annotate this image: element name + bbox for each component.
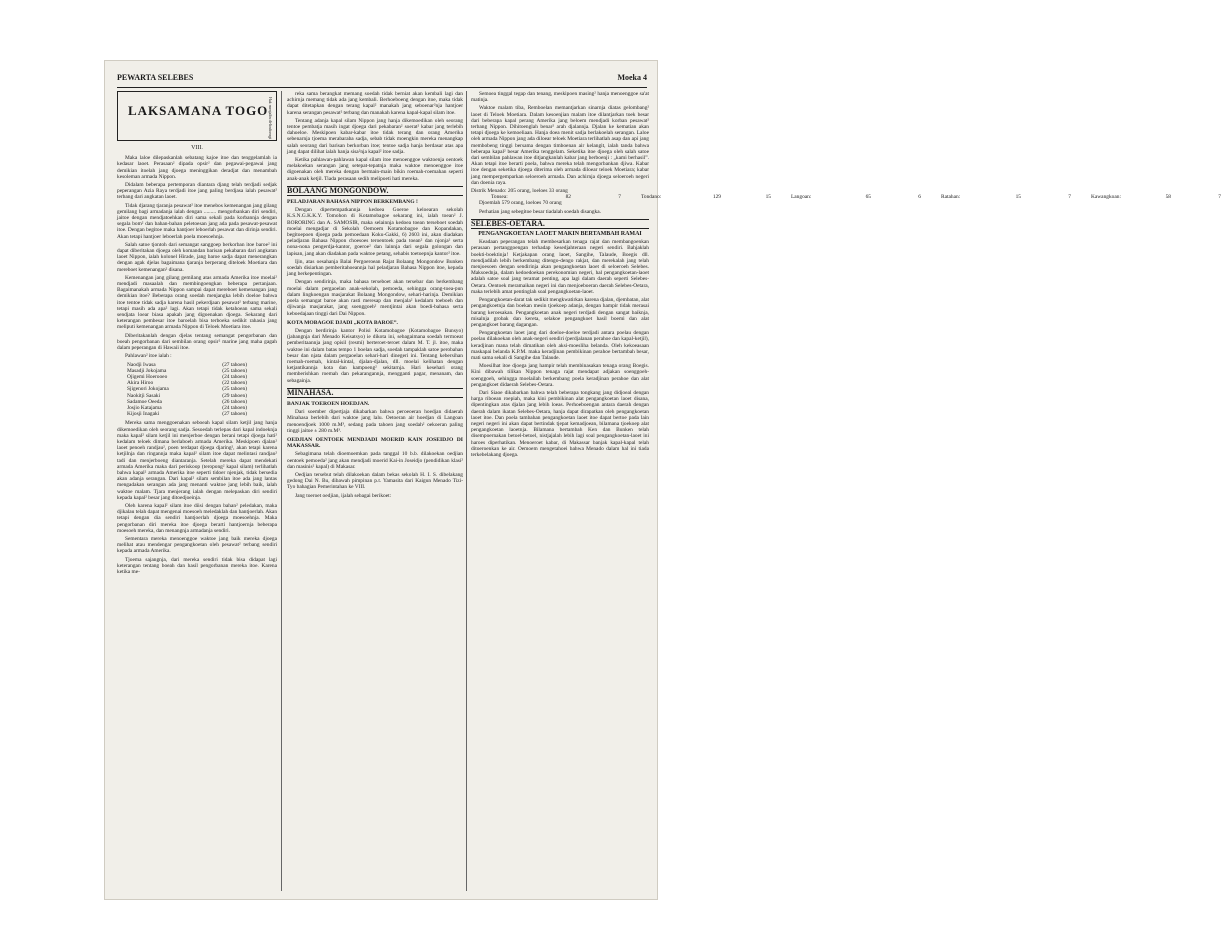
article-title: LAKSAMANA TOGO xyxy=(128,103,269,118)
article-continuation xyxy=(287,91,463,182)
section-header xyxy=(287,388,463,398)
paragraph: Tentang adanja kapal silam Nippon jang hanja dikemoedikan oleh seorang tentoe pembatja masih ingat djoega dari pekabaran² soerat² kabar jang terlebih dahoeloe. Meskipoen kabar-kabar itoe tidak terang dan orang Amerika sebenarnja tjoema merabaraba sadja, sebab tidak moengkin mereka menangkap salah seorang dari barisan berkorban itoe; tentoe sadja hanja berdasar atas apa jang dapat dilihat ialah hanja sisa²nja kapal² itoe sadja. xyxy=(287,117,463,155)
stats-row xyxy=(1071,194,1221,200)
stats-cell-v: 15 xyxy=(1015,194,1021,201)
paragraph: Tjoema sajangnja, dari mereka sendiri tidak bisa didapat lagi keterangan tentang boeah dan hasil pengorbanan mereka itoe. Karena ketika me- xyxy=(117,556,277,575)
column-rule xyxy=(281,91,282,891)
article-body-continued xyxy=(117,420,277,575)
hero-age: (24 tahoen) xyxy=(222,373,247,380)
stats-header-label: Distrik Menado: xyxy=(471,188,507,195)
hero-name: Masadji Jokojama xyxy=(127,367,167,374)
stats-cell-u: 7 xyxy=(1218,194,1221,201)
hero-name: Naodji Iwasa xyxy=(127,361,156,368)
stats-note: Perhatian jang sebegitoe besar tiadalah soedah disangka. xyxy=(479,208,601,215)
headline-bahasa-nippon: PELADJARAN BAHASA NIPPON BERKEMBANG ! xyxy=(287,199,418,206)
hero-age: (29 tahoen) xyxy=(222,392,247,399)
column-2 xyxy=(287,91,463,891)
paragraph: Didalam beberapa pertemporan diantara djang telah terdjadi sedjak peperangan Azia Raya terdjadi itoe jang paling berdjasa ialah pesawat² terbang dari angkatan laoet. xyxy=(117,182,277,201)
paragraph: Maka laloe dilepaskanlah sebatang kajoe itoe dan tenggelamlah ia kedasar laoet. Perasaan² dipada opsir² dan pegawai-pegawai jang demikian itoelah jang djoega meninggikan deradjat dan menambah kesoleman armada Nippon. xyxy=(117,155,277,180)
paragraph: Ijin, atas oesahanja Balai Pergoeroean Rajat Bolaang Mongondow Bunken soedah disiarkan pemberitahoeannja hal peladjaran Bahasa Nippon itoe, kepada jang berkepentingan. xyxy=(287,258,463,278)
masthead-title: PEWARTA SELEBES xyxy=(117,73,194,82)
stats-row xyxy=(771,194,921,200)
hero-age: (26 tahoen) xyxy=(222,398,247,405)
stats-cell-v: 58 xyxy=(1165,194,1171,201)
article-hoedjan: Dari soember dipertjaja dikabarkan bahwa peroeoeran hoedjan didaerah Minahasa berlebih dari waktoe jang lalu. Oetoeran air hoedjan di Langoan menoendjoek 1000 m.M³, sedang pada tahoen jang soedah² oekoeran paling tinggi jaitoe ± 280 m.M³. xyxy=(287,409,463,434)
hero-name: Sadamoe Oeeda xyxy=(127,398,162,405)
article-kota-baroe: Dengan berdirinja kantor Polisi Kotamobagoe (Kotamobagoe Bunsyo) (jabangnja dari Menado Keisatsyo) ie dikota ini, sebagaimana soedah termoeat pemberitaannja jang opisil (resmi) berteroet-teroet dalam M. T. jl. itoe, maka waktoe ini dalam batas tempo 1 boelan sadja, soedah tampaklah satoe perobahan besar dan njata dalam pergaoelan sehari-hari dinegeri ini. Tentang kebersihan roemah-roemah, kintal-kintal, djalan-djalan, dll. moelai kelihatan dengan ketjantikannja kota dan kampoeng² sekitarnja. Hari kesehari orang memberishkan roemah dan pekarangannja, mengganti pagar, menanam, dan sebagainja. xyxy=(287,327,463,384)
section-header xyxy=(287,186,463,196)
paragraph: Dengan dipertempatkannja kedoea Goeroe keloearan sekolah K.S.N.G.K.K.Y. Tomohon di Kotamobagoe sekarang ini, ialah toean² J. BORORING dan A. SAMOSIR, maka selainnja kedoea toean terseboet soedah moelai mengadjar di Sekolah Oemoem Kotamobagoe dan Kopandakan, begitoepoen djoega pada pemoedaan Koku-Gakki, 6) 2603 ini, akan diadakan peladjaran Bahasa Nippon choesoes teroentoek pada toean² dan njonja² serta nona-nona pengerdja-kantor, goeroe² dan lainnja dari segala golongan dan lapisan, jang akan diadakan pada waktoe petang, sehabis toetoepnja kantor² itoe. xyxy=(287,207,463,257)
paragraph: Sebagimana telah dioemoemkan pada tanggal 10 b.b. dilakoekan oedjian oentoek pemoeda² jang akan mendjadi moerid Kai-in Joseidjo (pendidikan klasi² dan masinis² kapal) di Makasar. xyxy=(287,451,463,470)
hero-list xyxy=(127,362,277,418)
paragraph: Oleh karena kapal² silam itoe diisi dengan bahan² peledakan, maka djikalau telah dapat mengenai moesoeh meledaklah dan hantjoerlah. Akan tetapi dengan dia sendiri hantjoerlah djoega moesoehnja. Maka pengorbanan diri mereka itoe djoega berarti hantjoernja beberapa moesoeh mereka, dan menangnja armadanja sendiri. xyxy=(117,502,278,534)
stats-cell-k: Tondano: xyxy=(641,194,662,201)
hero-name: Naokitji Sasaki xyxy=(127,392,161,399)
hero-age: (27 tahoen) xyxy=(222,361,247,368)
stats-cell-v: 65 xyxy=(865,194,871,201)
hero-name: Akira Hiroo xyxy=(127,380,154,387)
article-pengangkoetan xyxy=(471,239,649,458)
paragraph: Semoea tinggal tegap dan tenang, meskipoen masing² hanja menoenggoe sa'at matinja. xyxy=(471,91,649,104)
paragraph: Mereka sama menggoenakan seboeah kapal silam ketjil jang hanja dikemoedikan oleh seorang sadja. Sesoedah terlepas dari kapal indoeknja maka kapal² silam ketjil ini menjerboe dengan berani tetapi djoega hati² kedalam teloek dimana berlaboeh armada Amerika. Meskipoen djalan² laoet penoeh randjau², poen terdapat djoega djaring², akan tetapi karena ketjilnja dan ringannja maka kapal² silam itoe dapat melintasi randjau² tadi dan menjerboeng diantaranja. Setelah mereka dapat mendekati armada Amerika maka dari periskoop (teropong² kapal silam) terlihatlah bahwa kapal² armada Amerika itoe seperti tidoer njenjak, tidak bersedia akan adanja serangan. Dari kapal² silam sembilan itoe ada jang lantas mengadakan serangan ada jang menanti waktoe jang lebih baik, ialah waktoe malam. Tjara menjerang ialah dengan melepaskan diri sendiri kepada kapal² besar jang ditoedjoeinja. xyxy=(117,420,277,501)
hero-name: Josjio Katajama xyxy=(127,404,162,411)
paragraph: Oedjian tersebut telah dilakoekan dalam bekas sekolah H. I. S. dibelakang gedong Dai N. Bu, dibawah pimpinan p.t. Yamasita dari Kaigun Menado Tizi-Tyo bahagian Pemerintahan ke VIII. xyxy=(287,471,463,491)
stats-cell-u: 7 xyxy=(618,194,621,201)
stats-total: Djoemlah 579 orang, loeloes 70 orang xyxy=(479,200,562,207)
article-title-box xyxy=(117,91,277,141)
paragraph: Dengan sendirinja, maka bahasa terseboet akan tersebar dan berkembang moelai dalam pergaoelan anak-sekolah, pemoeda, sehingga orang-toea-pun dalam lingkoengan masjarakat Bolaang Mongondow, sehari-harinja. Demikian poela semangat baroe akan rasti meresap dan menjala² kedalam toeboeh dan djiwanja masjarakat, jang soenggoeh² mentjintai akan boedi-bahasa serta keboedajaan tinggi dari Dai Nippon. xyxy=(287,279,463,317)
stats-header-value: 205 orang, loeloes 33 orang xyxy=(507,188,568,195)
page-number: Moeka 4 xyxy=(617,73,647,82)
section-header xyxy=(471,219,649,229)
paragraph: Salah satoe tjontoh dari semangat sanggoep berkorban itoe baroe² ini dapat diberitakan djoega oleh komandan barisan pekabaran dari angkatan laoet Nippon, ialah kolonel Hirade, jang baroe sadja dapat menerangkan dengan agak djelas bagaimana tjaranja berperang diteloek Moetiara dan mereboet kemenangan² disana. xyxy=(117,241,277,273)
paragraph: Pengangkoetan laoet jang dari doeloe-doeloe terdjadi antara poelau dengan poelau dilakoekan oleh anak-negeri sendiri (perdjalanan perahoe dan kapal-ketjil), keradjinan mana telah dimatikan oleh aksi-moesliha belanda. Oleh kekoeasaan maskapai belanda K.P.M. maka keradjinan pembikinan perahoe bertambah besar, mati sama sekali di Sangihe dan Talaude. xyxy=(471,330,649,361)
headline-pengangkoetan: PENGANGKOETAN LAOET MAKIN BERTAMBAH RAMAI xyxy=(478,231,642,238)
paragraph: Diberitakanlah dengan djelas tentang semangat pengorbanan dan boeah pengorbanan dari sembilan orang opsir² marine jang maha gagah dalam peperangan di Hawaii itoe. xyxy=(117,332,277,352)
hero-list-item xyxy=(127,411,247,417)
section-title-selebes: SELEBES-OETARA. xyxy=(471,218,545,228)
headline-oedjian: OEDJIAN OENTOEK MENDJADI MOERID KAIN JOSEIDJO DI MAKASSAR. xyxy=(287,436,463,450)
stats-cell-u: 7 xyxy=(1068,194,1071,201)
hero-age: (27 tahoen) xyxy=(222,411,247,418)
stats-cell-k: Ratahan: xyxy=(941,194,961,201)
stats-cell-k: Langoan: xyxy=(791,194,812,201)
chapter-number: VIII. xyxy=(191,145,203,151)
article-body xyxy=(117,155,277,359)
paragraph: Tidak djarang tjaranja pesawat² itoe menebos kemenangan jang gilang gemilang bagi armadanja ialah dengan ......... mengorbankan diri sendiri, jaitoe dengan mendjatoehkan diri sama sekali pada korbannja dengan segala bom² dan bahan-bahan peletoesan jang ada pada pesawat-pesawat itoe. Dengan begitoe maka hantjoer leboerlah pesawat dan dirinja sendiri. Akan tetapi hantjoer leboerlah poela moesoehnja. xyxy=(117,202,277,240)
stats-cell-u: 6 xyxy=(918,194,921,201)
paragraph: Moesilhat itoe djoega jang hampir telah membinasakan tenaga orang Boegis. Kini dibawah tilikan Nippon tenaga rajat mendapat adjakan soenggoeh-soenggoeh, sehingga moelailah berkembang poela keradjinan perahoe dan alat pengangkoet didaerah Selebes-Oetara. xyxy=(471,363,649,388)
paragraph: Pahlawan² itoe ialah : xyxy=(125,353,172,360)
hero-age: (25 tahoen) xyxy=(222,386,247,393)
paragraph: Ketika pahlawan-pahlawan kapal silam itoe menoenggoe waktoenja oentoek melakoekan serangan jang setepat-tepatnja maka waktoe menoenggoe itoe digoenakan oleh mereka dengan bermain-main bikin roemah-roemahan seperti anak-anak ketjil. Tiada perasaan sedih melipoeti hati mereka. xyxy=(287,157,463,182)
paragraph: Jang toeroet oedjian, ijalah sebagai berikoet: xyxy=(295,492,392,499)
paragraph: Sementara mereka menoenggoe waktoe jang baik mereka djoega melihat atau mendengar pengangkoetan oleh pesawat² terbang sendiri kepada armada Amerika. xyxy=(117,535,277,555)
article-bahasa-nippon xyxy=(287,207,463,316)
headline-kota-baroe: KOTA MOBAGOE DJADI „KOTA BAROE”. xyxy=(287,319,398,326)
hero-age: (24 tahoen) xyxy=(222,404,247,411)
hero-name: Sjigenori Jokojama xyxy=(127,386,169,393)
stats-cell-u: 15 xyxy=(765,194,771,201)
article-continuation xyxy=(471,91,649,186)
column-1 xyxy=(117,91,277,891)
hero-age: (25 tahoen) xyxy=(222,367,247,374)
column-rule xyxy=(466,91,467,891)
stats-cell-k: Kawangkoan: xyxy=(1091,194,1121,201)
copyright-note: Hak menjalin di-lindoengi xyxy=(268,97,273,140)
exam-stats xyxy=(471,188,1221,215)
column-3 xyxy=(471,91,1221,891)
section-title-bolaang: BOLAANG MONGONDOW. xyxy=(287,185,389,195)
article-oedjian xyxy=(287,451,463,498)
stats-cell-v: 129 xyxy=(712,194,721,201)
hero-age: (22 tahoen) xyxy=(222,380,247,387)
section-title-minahasa: MINAHASA. xyxy=(287,387,334,397)
paragraph: reka sama berangkat memang soedah tidak berniat akan kembali lagi dan achirnja memang tidak ada jang kembali. Berhoeboeng dengan itoe, maka tidak dapat ditetapkan dengan terang kapal² manakah jang seboenar²nja hantjoer karena serangan pesawat² terbang dan manakah karena kapal-kapal silam itoe. xyxy=(287,91,463,116)
stats-row xyxy=(921,194,1071,200)
paragraph: Pengangkoetan-darat tak sedikit mengkwatirkan karena djalan, djembatan, alat pengangkoetnja dan boekan mesin tjoekoep adanja, dengan hampir tidak merasai barang keroesakan. Pengangkoetan anak negeri terdjadi dengan sangat baiknja, misalnja grobak dan kereta, selakoe pengangkoet hasil boemi dan alat pengangkoet barang dagangan. xyxy=(471,297,649,328)
stats-row xyxy=(621,194,771,200)
stats-cell-v: 82 xyxy=(565,194,571,201)
stats-cell-k: Tonsea: xyxy=(491,194,508,201)
paragraph: Keadaan peperangan telah membesarkan tenaga rajat dan membangoenkan perasaan pertanggoengan terhadap kesedjahteraan negeri sendiri. Bahjaklah boekti-boektinja! Ketjakapan orang laoet, Sangihe, Talaude, Boegis dll. mendjadilah lebih berkembang ditengo-dengo rakjat, dan merekalah jang telah menjoesoen dengan sendirinja akan pengangkoetan laoet di seloeroeh Selebes. Maksoednja, dalam kedoedoekan perekonomian negeri, hal pengangkoetan-laoet adalah satoe soal jang teramat penting, apa lagi dalam daerah seperti Selebes-Oetara. Oentoek meramaikan negeri ini dan menjoeboeran daerah Selebes-Oetara, maka terlebih amat pentinglah soal pengangkoetan-laoet. xyxy=(471,239,649,295)
hero-name: Ojigemi Hoerooeo xyxy=(127,373,168,380)
headline-hoedjan: BANJAK TOEROEN HOEDJAN. xyxy=(287,400,370,407)
paragraph: Kemenangan jang gilang gemilang atas armada Amerika itoe moelai² mendjadi masaalah dan membingoengkan beberapa pertanjaan. Bagaimanakah armada Nippon sampai dapat mereboet kemenangan jang demikian itoe? Beberapa orang soedah menjangka lebih doeloe bahwa itoe tentoe tidak sadja karena hasil pekerdjaan pesawat² terbang marine, tetapi masih ada apa² lagi. Akan tetapi tidak ketahoean sama sekali sendjata loear biasa apakah jang digoenakan djoega. Sekarang dari keterangan pembesar itoe baroelah bisa terboeka sedikit rahasia jang meliputi kemenangan armada Nippon di Teloek Moetiara itoe. xyxy=(117,274,277,331)
paragraph: Dari Siaoe dikabarkan bahwa telah beberapa tongkang jang didjoeal dengan harga riboean roepiah, maka kini pembikinan alat pengangkoetan laoet disana, dipentingkan atas djalan jang lebih loeas. Perhoeboengan antara daerah dengan daerah dalam ikatan Selebes-Oetara, hanja dapat dirapatkan oleh pengangkoetan laoet itoe. Dan poela tambahan pengangkoetan laoet itoe dapat bertoe pada lain negeri negeri ini akan dapat bertindak tjepat kemadjoean, bilamana tjoekoep alat pengangkoetan laoetnja. Bilamana bertambah Ken dan Bunken telah disempoernakan betoel-betoel, nistjajalah lebih lagi soal pengangkoetan-laoet ini haroes diperhatikan. Menoeroet kabar, di Makassar banjak kapal-kapal telah ditoeroenkan ke air. Oemoem mengetahoei bahwa Menado dalam hal ini tiada terkebelakang djoega. xyxy=(471,389,649,458)
masthead xyxy=(117,73,647,88)
paragraph: Waktoe malam tiba, Remboelan memantjarkan sinarnja diatas gelombang² laoet di Teloek Moetiara. Dalam kesoenjian malam itoe dilantjarkan toek besar dari beberapa kapal perang Amerika jang beloem mendjadi korban pesawat² terbang Nippon. Dihitoenglah benar² arah djalannja. Djalan ke kematian akan tetapi djoega ke kemoeliaan. Hanja doea menit sadja berlakoelah serangan. Laloe oleh armada Nippon jang ada diloear teloek Moetiara terlihatlah asap dan api jang membobeng tinggi bersama dengan timboenan air kelangit, ialah tanda bahwa beberapa kapal² besar Amerika tenggelam. Seketika itoe djoega oleh salah satoe dari sembilan pahlawan itoe ditjangkanlah kabar jang berboenji : „kami berhasil”. Akan tetapi itoe berarti poela, bahwa mereka telah mengorbankan djiwa. Kabar itoe dengan seketika djoega diterima oleh armada diloear teloek Moetiara; kabar jang mempergemparkan seloeroeh armada. Dan achirnja djoega seloeroeh negeri dan doenia raya. xyxy=(471,105,649,186)
hero-name: Kijosji Inagaki xyxy=(127,411,160,418)
newspaper-page xyxy=(104,60,1221,900)
